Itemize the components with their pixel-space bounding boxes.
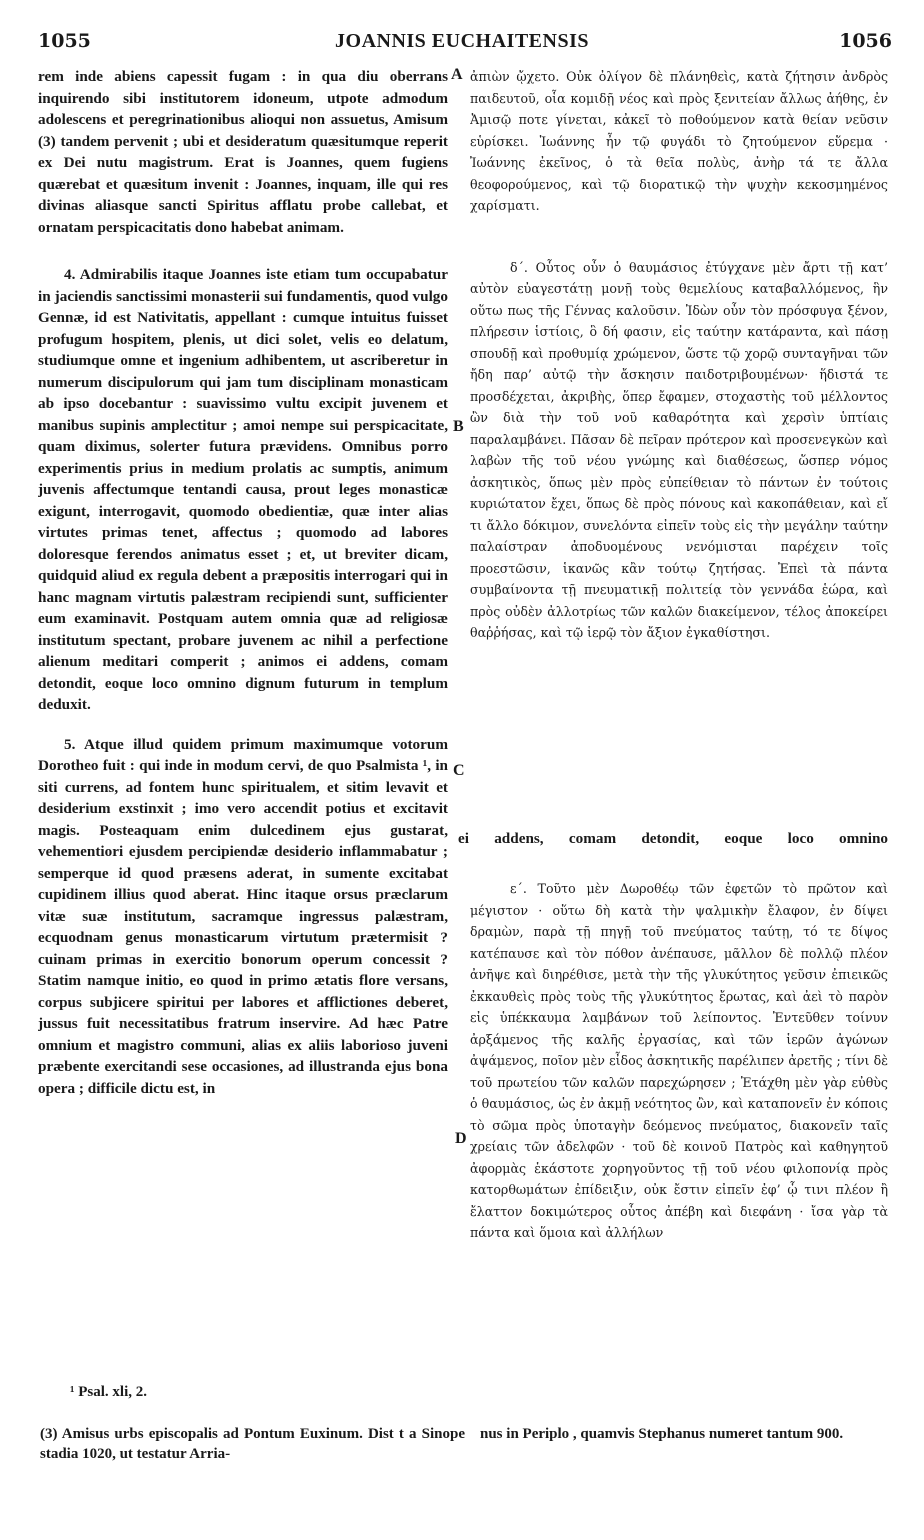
latin-paragraph-3: 5. Atque illud quidem primum maximumque votorum Dorotheo fuit : qui inde in modum cervi, de quo Psalmista ¹, in siti currens, ad fontem hunc spiritualem, et sitim levavit et desiderium exstinxit ; imo vero accendit potius et excitavit magis. Posteaquam enim dulcedinem ejus gustarat, vehementiori ejusdem percipiendæ desiderio inflammabatur ; semperque id quod præsens aderat, in sumente excitabat cupidinem illius quod aberat. Hinc itaque orsus præclarum vitæ suæ institutum, sacramque ingressus palæstram, ecquodnam genus monasticarum virtutum prætermisit ? cuinam primas in exercitio bonorum operum concessit ? Statim namque initio, eo quod in primo ætatis flore versans, corpus subjicere spiritui per labores et afflictiones deberet, jussus fuit necessitatibus fratrum inservire. Ad hæc Patre omnium et magistro communi, alias ex aliis laborioso juveni præbente exercitandi sese occasiones, ad illustranda ejus bona opera ; difficile dictu est, in — [38, 735, 448, 1097]
margin-marker-b: B — [453, 418, 464, 435]
running-header — [0, 30, 924, 60]
running-title: JOANNIS EUCHAITENSIS — [335, 30, 589, 52]
greek-paragraph-3: ε΄. Τοῦτο μὲν Δωροθέῳ τῶν ἐφετῶν τὸ πρῶτον καὶ μέγιστον · οὕτω δὴ κατὰ τὴν ψαλμικὴν ἔλαφον, ἐν δίψει δραμὼν, παρὰ τῇ πηγῇ τοῦ πνεύματος ταύτῃ, τό τε δίψος κατέπαυσε καὶ τὸν πόθον ἀνέπαυσε, μᾶλλον δὲ πολλῷ πλέον ἀνῆψε καὶ διηρέθισε, μετὰ τὴν τῆς γλυκύτητος γεῦσιν ἐπιεικῶς ἐκκαυθεὶς πρὸς τοὺς τῆς γλυκύτητος ἔρωτας, καὶ ἀεὶ τὸ παρὸν εἰς ὑπέκκαυμα λαμβάνων τοῦ λείποντος. Ἐντεῦθεν τοίνυν ἀρξάμενος τῆς καλῆς ἐργασίας, καὶ τῶν ἱερῶν ἀγώνων ἀψάμενος, ποῖον μὲν εἶδος ἀσκητικῆς παρέλιπεν ἀρετῆς ; τίνι δὲ τοῦ πρωτείου τῶν καλῶν παρεχώρησεν ; Ἐτάχθη μὲν γὰρ εὐθὺς ὁ θαυμάσιος, ὡς ἐν ἀκμῇ νεότητος ὢν, καὶ καταπονεῖν ἐν κόποις τὸ σῶμα πρὸς ὑποταγὴν δεόμενος πνεύματος, διακονεῖν ταῖς χρείαις τῶν ἀδελφῶν · τοῦ δὲ κοινοῦ Πατρὸς καὶ καθηγητοῦ ἀφορμὰς ἑκάστοτε χορηγοῦντος τῇ τοῦ νέου φιλοπονίᾳ πρὸς κατορθωμάτων ἐπίδειξιν, οὐκ ἔστιν εἰπεῖν ἐφ’ ᾧ τινι πλέον ἢ ἔλαττον δοκιμώτερος οὗτος ἀπέβη καὶ διεφάνη · ἴσα γὰρ τὰ πάντα καὶ ὅμοια καὶ ἀλλήλων — [470, 881, 888, 1240]
greek-paragraph-1: ἀπιὼν ᾤχετο. Οὐκ ὀλίγον δὲ πλάνηθεὶς, κατὰ ζήτησιν ἀνδρὸς παιδευτοῦ, οἷα κομιδῇ νέος καὶ πρὸς ξενιτείαν ἄλλως ἀήθης, ἐν Ἀμισῷ ποτε γίνεται, κἀκεῖ τὸ ποθούμενον κατὰ θείαν νεῦσιν εὑρίσκει. Ἰωάννης ἦν τῷ φυγάδι τὸ ζητούμενον εὕρεμα · Ἰωάννης ἐκεῖνος, ὁ τὰ θεῖα πολὺς, ἀνὴρ τά τε ἄλλα θεοφορούμενος, καὶ τῷ διορατικῷ τὴν ψυχὴν κεκοσμημένος χαρίσματι. — [470, 69, 888, 213]
latin-paragraph-2: 4. Admirabilis itaque Joannes iste etiam tum occupabatur in jaciendis sanctissimi monasterii sui fundamentis, quod vulgo Gennæ, id est Nativitatis, appellant : cumque intuitus fuisset profugum hospitem, plenis, ut dici solet, velis eo delatum, studiumque omne et ingenium adhibentem, ut ascriberetur in numerum discipulorum qui jam tum disciplinam monasticam ab ipso docebantur : suavissimo vultu excipit juvenem et manibus supinis amplectitur ; amoi nempe sui perspicacitate, quam diximus, solerter futura prævidens. Omnibus porro experimentis prius in medium prolatis ac sumptis, animum juvenis affectumque tentandi causa, prout leges monasticæ exigunt, interrogavit, quomodo obedientiæ, quæ inter alias virtutes primas tenet, affectus ; quomodo ad labores doloresque ferendos animatus esset ; et, ut breviter dicam, quidquid aliud ex regula debent a præpositis interrogari qui in hanc magnam virtutis palæstram recipiendi sunt, sufficienter eum examinavit. Postquam autem omnia quæ ad religiosæ institutum spectant, probare juvenem ac nihil a perfectione alienum meditari comperit ; animos ei addens, comam detondit, eoque loco omnino dignum futurum in templum deduxit. — [38, 266, 448, 713]
latin-paragraph-1: rem inde abiens capessit fugam : in qua diu oberrans inquirendo sibi institutorem idoneum, utpote admodum adolescens et peregrinationibus alioqui non assuetus, Amisum (3) tandem pervenit ; ubi et desideratum quæsitumque reperit ex Dei nutu magistrum. Erat is Joannes, quem fugiens quærebat et quæsitum invenit : Joannes, inquam, ille qui res divinas aliasque sancti Spiritus afflatu probe callebat, et ornatam perspicacitatis dono habebat animam. — [38, 68, 448, 236]
footnote-rule — [38, 1416, 888, 1417]
page-number-right: 1056 — [839, 30, 892, 52]
footnote: ¹ Psal. xli, 2. — [70, 1384, 147, 1400]
greek-paragraph-2: δ΄. Οὗτος οὖν ὁ θαυμάσιος ἐτύγχανε μὲν ἄρτι τῇ κατ’ αὐτὸν εὐαγεστάτῃ μονῇ τοὺς θεμελίους καταβαλλόμενος, ἣν οὕτω πως τῆς Γέννας καλοῦσιν. Ἰδὼν οὖν τὸν πρόσφυγα ξένον, πλήρεσιν ἱστίοις, ὃ δή φασιν, εἰς ταύτην κατάραντα, καὶ πάσῃ σπουδῇ καὶ προθυμίᾳ χρώμενον, ὥστε τῷ χορῷ συνταγῆναι τῶν ἤδη παρ’ αὐτῷ τὴν ἄσκησιν παιδοτριβουμένων· ἥδιστά τε προσδέχεται, ἀκριβὴς, ὅπερ ἔφαμεν, στοχαστὴς τοῦ μέλλοντος ὢν διὰ τὴν τοῦ νοῦ καθαρότητα καὶ χερσὶν ὑπτίαις παραλαμβάνει. Πᾶσαν δὲ πεῖραν πρότερον καὶ προσενεγκὼν καὶ λαβὼν τῆς τοῦ νέου γνώμης καὶ διαθέσεως, ὥσπερ νόμος ἀσκητικὸς, ὅπως μὲν πρὸς εὐπείθειαν τὸ πάντων ἐν τούτοις κυριώτατον ἔχει, ὅπως δὲ πρὸς πόνους καὶ κακοπάθειαν, καὶ εἴ τι ἄλλο δόκιμον, συνελόντα εἰπεῖν τοὺς εἰς τὴν μεγάλην ταύτην παλαίστραν ἀποδυομένους νενόμισται παρέχειν τοῖς προεστῶσιν, ἱκανῶς κἂν τούτῳ ζητήσας. Ἐπεὶ τὰ πάντα συμβαίνοντα τῇ πνευματικῇ πολιτείᾳ τὸν γεννάδα ἑώρα, καὶ πρὸς οὐδὲν ἀλλοτρίως τῶν καλῶν διακείμενον, τέλος ἀποκείρει θαῤῥήσας, καὶ τῷ ἱερῷ τὸν ἄξιον ἐγκαθίστησι. — [470, 259, 888, 640]
greek-column — [470, 66, 888, 826]
latin-continuation-line: ei addens, comam detondit, eoque loco omnino — [458, 830, 888, 847]
editor-note-right: nus in Periplo , quamvis Stephanus numeret tantum 900. — [480, 1426, 844, 1442]
latin-column — [38, 66, 448, 1366]
margin-marker-c: C — [453, 762, 465, 779]
margin-marker-a: A — [451, 66, 463, 83]
greek-column-lower — [470, 878, 888, 1366]
editor-note-left: (3) Amisus urbs episcopalis ad Pontum Euxinum. Dist t a Sinope stadia 1020, ut testatur Arria- — [40, 1426, 465, 1462]
margin-marker-d: D — [455, 1130, 467, 1147]
page-number-left: 1055 — [38, 30, 91, 52]
